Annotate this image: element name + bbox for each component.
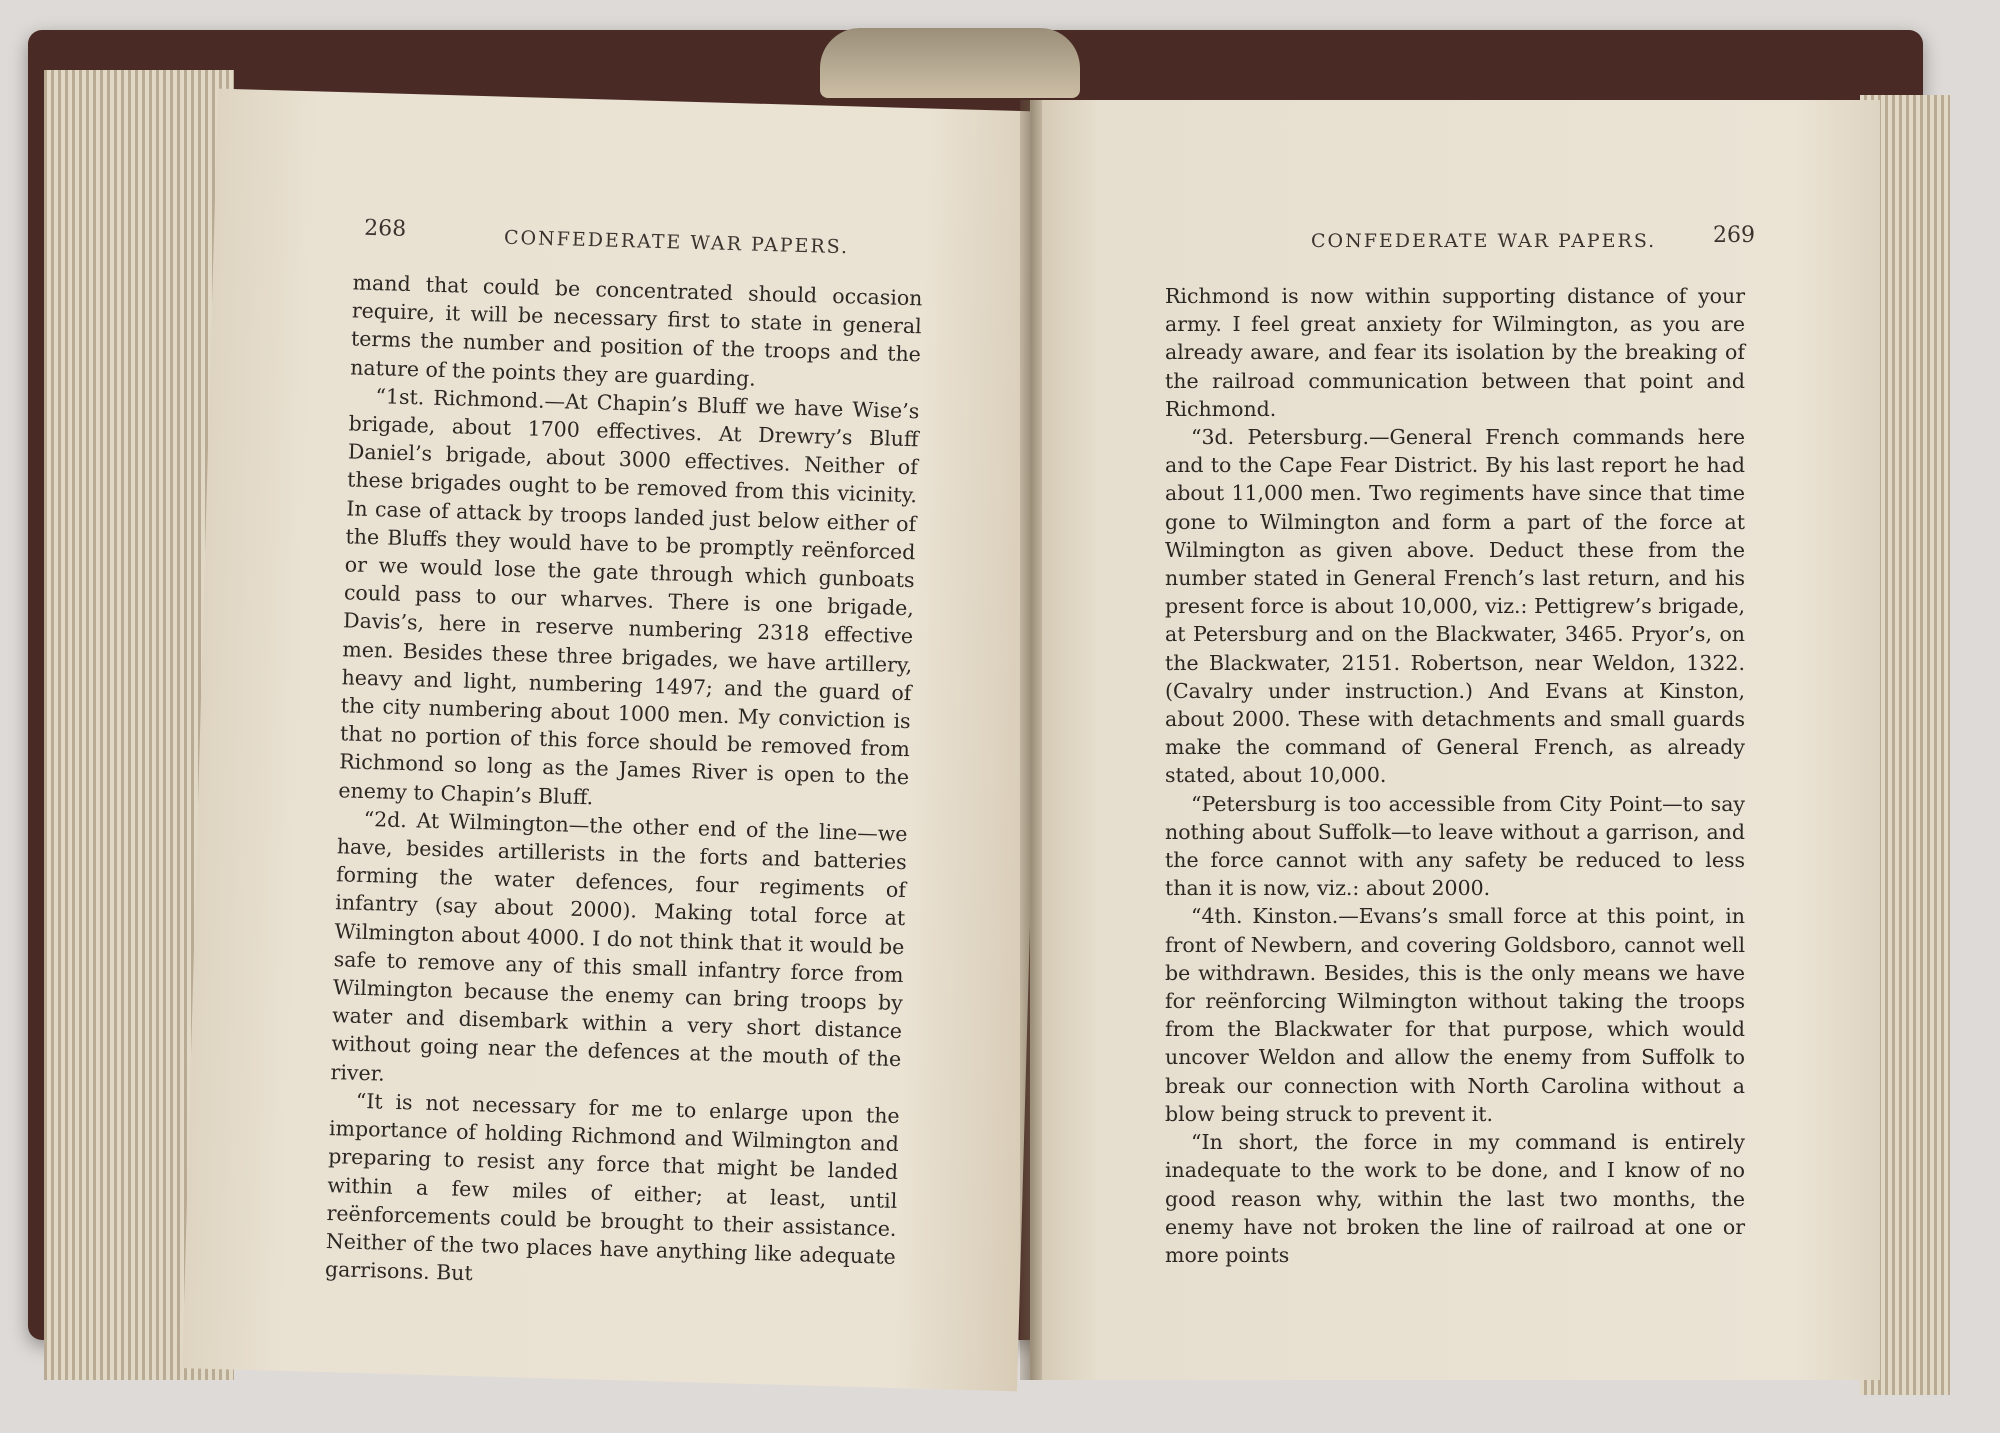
running-head: CONFEDERATE WAR PAPERS. [503,226,850,259]
paragraph: “4th. Kinston.—Evans’s small force at this point, in front of Newbern, and covering Goldsboro, cannot well be withdrawn. Besides, this is the only means we have for reënforcing Wilmington without taking the troops from the Blackwater for that purpose, which would uncover Weldon and allow the enemy from Suffolk to break our connection with North Carolina without a blow being struck to prevent it. [1165,904,1745,1126]
paragraph: “1st. Richmond.—At Chapin’s Bluff we have Wise’s brigade, about 1700 effectives. At Drewry’s Bluff Daniel’s brigade, about 3000 effectives. Neither of these brigades ought to be removed from this vicinity. In case of attack by troops landed just below either of the Bluffs they would have to be promptly reënforced or we would lose the gate through which gunboats could pass to our wharves. There is one brigade, Davis’s, here in reserve numbering 2318 effective men. Besides these three brigades, we have artillery, heavy and light, numbering 1497; and the guard of the city numbering about 1000 men. My conviction is that no portion of this force should be removed from Richmond so long as the James River is open to the enemy to Chapin’s Bluff. [338,383,920,809]
paragraph: “It is not necessary for me to enlarge upon the importance of holding Richmond and Wilmington and preparing to resist any force that might be landed within a few miles of either; at least, until reënforcements could be brought to their assistance. Neither of the two places have anything like adequate garrisons. But [324,1088,900,1286]
paragraph: “Petersburg is too accessible from City Point—to say nothing about Suffolk—to leave without a garrison, and the force cannot with any safety be reduced to less than it is now, viz.: about 2000. [1165,791,1745,901]
page-body [1165,282,1745,1269]
book-spine [820,28,1080,98]
book-gutter [1020,100,1042,1380]
right-page [1030,100,1880,1380]
paragraph: “In short, the force in my command is entirely inadequate to the work to be done, and I know of no good reason why, within the last two months, the enemy have not broken the line of railroad at one or more points [1165,1130,1745,1267]
page-number: 268 [363,215,407,242]
left-page [182,89,1052,1392]
paragraph: “2d. At Wilmington—the other end of the line—we have, besides artillerists in the forts and batteries forming the water defences, four regiments of infantry (say about 2000). Making total force at Wilmington about 4000. I do not think that it would be safe to remove any of this small infantry force from Wilmington because the enemy can bring troops by water and disembark within a very short distance without going near the defences at the mouth of the river. [330,806,908,1086]
paragraph: “3d. Petersburg.—General French commands here and to the Cape Fear District. By his last report he had about 11,000 men. Two regiments have since that time gone to Wilmington and form a part of the force at Wilmington as given above. Deduct these from the number stated in General French’s last return, and his present force is about 10,000, viz.: Pettigrew’s brigade, at Petersburg and on the Blackwater, 3465. Pryor’s, on the Blackwater, 2151. Robertson, near Weldon, 1322. (Cavalry under instruction.) And Evans at Kinston, about 2000. These with detachments and small guards make the command of General French, as already stated, about 10,000. [1165,425,1745,788]
running-head: CONFEDERATE WAR PAPERS. [1311,230,1657,252]
paragraph: mand that could be concentrated should occasion require, it will be necessary first to state in general terms the number and position of the troops and the nature of the points they are guarding. [349,270,923,391]
page-body [325,268,923,1299]
page-number: 269 [1713,223,1755,248]
paragraph: Richmond is now within supporting distance of your army. I feel great anxiety for Wilmington, as you are already aware, and fear its isolation by the breaking of the railroad communication between that point and Richmond. [1165,284,1745,421]
